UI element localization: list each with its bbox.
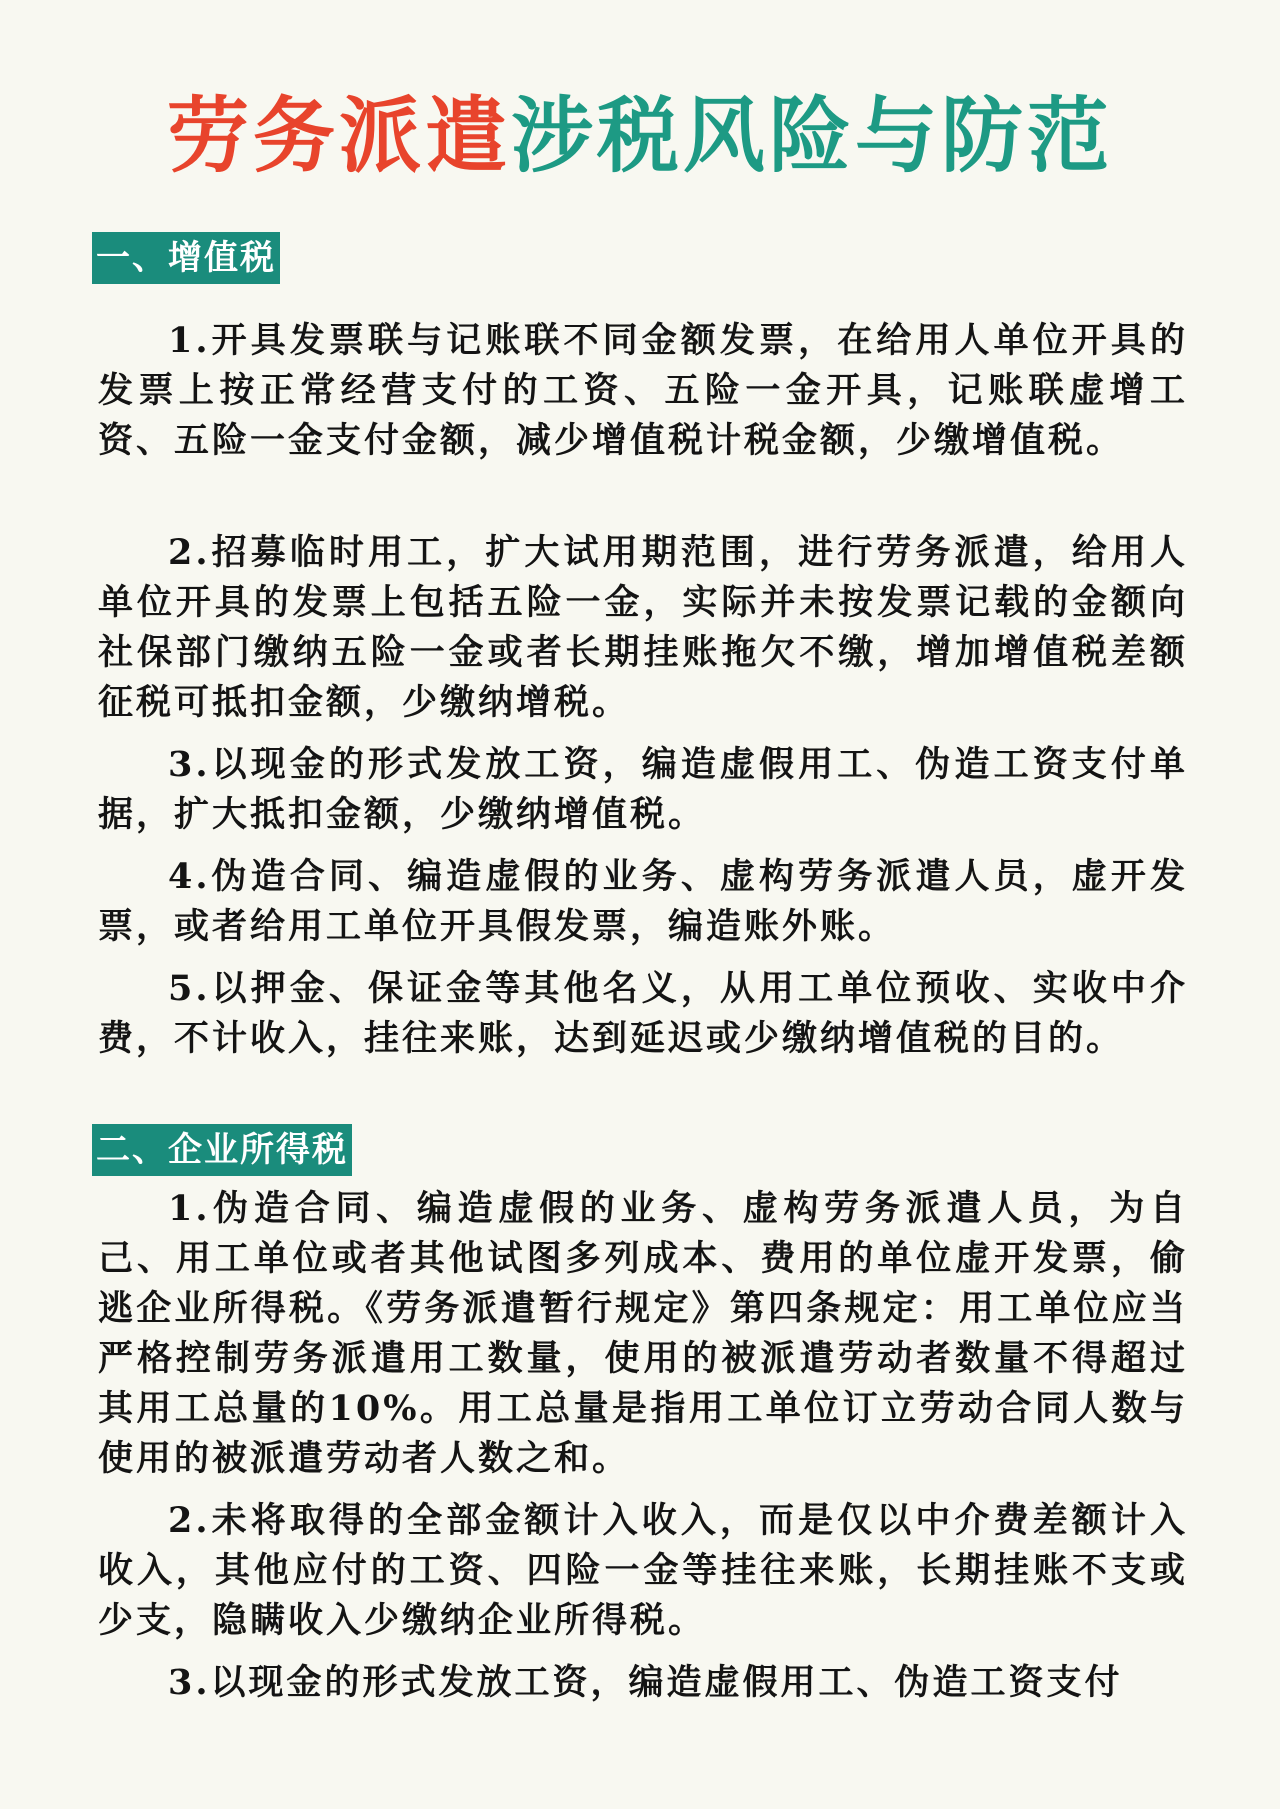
vat-paragraph-3: 3.以现金的形式发放工资，编造虚假用工、伪造工资支付单据，扩大抵扣金额，少缴纳增值税。 [98,744,1188,835]
vat-paragraph-5: 5.以押金、保证金等其他名义，从用工单位预收、实收中介费，不计收入，挂往来账，达到延迟或少缴纳增值税的目的。 [98,968,1188,1059]
title-part-green: 涉税风险与防范 [511,88,1114,184]
section-heading-corporate-income-tax: 二、企业所得税 [92,1124,352,1176]
cit-paragraph-1: 1.伪造合同、编造虚假的业务、虚构劳务派遣人员，为自己、用工单位或者其他试图多列成本、费用的单位虚开发票，偷逃企业所得税。《劳务派遣暂行规定》第四条规定：用工单位应当严格控制劳务派遣用工数量，使用的被派遣劳动者数量不得超过其用工总量的10%。用工总量是指用工单位订立劳动合同人数与使用的被派遣劳动者人数之和。 [98,1188,1188,1479]
page-title [0,86,1280,186]
vat-paragraph-2: 2.招募临时用工，扩大试用期范围，进行劳务派遣，给用人单位开具的发票上包括五险一金，实际并未按发票记载的金额向社保部门缴纳五险一金或者长期挂账拖欠不缴，增加增值税差额征税可抵扣金额，少缴纳增税。 [98,532,1188,723]
vat-paragraph-4: 4.伪造合同、编造虚假的业务、虚构劳务派遣人员，虚开发票，或者给用工单位开具假发票，编造账外账。 [98,856,1188,947]
title-part-red: 劳务派遣 [166,88,511,184]
cit-paragraph-2: 2.未将取得的全部金额计入收入，而是仅以中介费差额计入收入，其他应付的工资、四险一金等挂往来账，长期挂账不支或少支，隐瞒收入少缴纳企业所得税。 [98,1500,1188,1641]
vat-paragraph-1: 1.开具发票联与记账联不同金额发票，在给用人单位开具的发票上按正常经营支付的工资、五险一金开具，记账联虚增工资、五险一金支付金额，减少增值税计税金额，少缴增值税。 [98,320,1188,461]
cit-paragraph-3: 3.以现金的形式发放工资，编造虚假用工、伪造工资支付 [168,1662,1123,1703]
section-heading-vat: 一、增值税 [92,232,280,284]
